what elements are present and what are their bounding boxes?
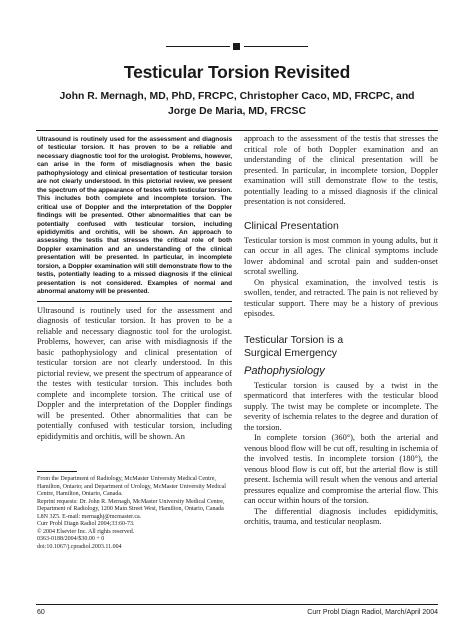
- footnote-reprint: Reprint requests: Dr. John R. Mernagh, McMaster University Medical Centre, Department of Radiology, 1200 Main Street West, Hamilton, Ontario, Canada L8N 3Z5. E-mail: mernaghj@mcmaster.ca.: [37, 498, 225, 520]
- surgical-heading: [244, 334, 438, 360]
- surgical-heading-line-1: Testicular Torsion is a: [244, 334, 344, 346]
- clinical-paragraph-2: On physical examination, the involved testis is swollen, tender, and retracted. The pain is not relieved by testicular support. There may be a history of previous episodes.: [244, 277, 438, 318]
- intro-paragraph: Ultrasound is routinely used for the assessment and diagnosis of testicular torsion. It has proven to be a reliable and necessary diagnostic tool for the urologist. Problems, however, can arise with misdiagnosis if the basic pathophysiology and clinical presentation of testicular torsion are not clearly understood. In this pictorial review, we present the spectrum of appearance of the testes with testicular torsion. This includes both complete and incomplete torsion. The critical use of Doppler and the interpretation of the Doppler findings will be presented. Other abnormalities that can be potentially confused with testicular torsion, including epididymitis and orchitis, will be shown. An: [37, 305, 232, 441]
- footer-divider: [36, 604, 438, 605]
- footnote-rule: [37, 471, 77, 472]
- authors-line-2: Jorge De Maria, MD, FRCSC: [168, 106, 306, 117]
- footnote-affiliation: From the Department of Radiology, McMaster University Medical Centre, Hamilton, Ontario; and Department of Urology, McMaster University Medical Centre, Hamilton, Ontario, Canada.: [37, 476, 226, 497]
- footnote: [37, 471, 232, 551]
- clinical-paragraph-1: Testicular torsion is most common in young adults, but it can occur in all ages. The clinical symptoms include lower abdominal and scrotal pain and sudden-onset scrotal swelling.: [244, 235, 438, 276]
- surgical-heading-line-2: Surgical Emergency: [244, 347, 337, 359]
- abstract: Ultrasound is routinely used for the assessment and diagnosis of testicular torsion. It has proven to be a reliable and necessary diagnostic tool for the urologist. Problems, however, can arise in the form of misdiagnosis when the basic pathophysiology and clinical presentation of testicular torsion are not clearly understood. In this pictorial review, we present the spectrum of the appearance of testes with testicular torsion. This includes both complete and incomplete torsion. The critical use of Doppler and the interpretation of the Doppler findings will be presented. Other abnormalities that can be potentially confused with testicular torsion, including epididymitis and orchitis, will be shown. An approach to assessing the testis that stresses the critical role of both Doppler examination and an understanding of the clinical presentation will be presented. In particular, in incomplete torsion, a Doppler examination will still demonstrate flow to the testis, potentially leading to a missed diagnosis if the clinical presentation is not considered. Examples of normal and abnormal anatomy will be presented.: [37, 136, 232, 296]
- ornament-square-icon: [233, 43, 240, 50]
- footnote-copyright: © 2004 Elsevier Inc. All rights reserved.: [37, 528, 135, 535]
- abstract-divider: [37, 301, 232, 302]
- authors-line-1: John R. Mernagh, MD, PhD, FRCPC, Christopher Caco, MD, FRCPC, and: [59, 91, 415, 102]
- journal-footer: Curr Probl Diagn Radiol, March/April 2004: [307, 609, 438, 616]
- header-divider: [36, 130, 438, 131]
- footnote-citation: Curr Probl Diagn Radiol 2004;33:60-73.: [37, 521, 135, 527]
- pathophysiology-paragraph-3: The differential diagnosis includes epididymitis, orchitis, trauma, and testicular neoplasm.: [244, 506, 438, 526]
- author-list: [40, 89, 434, 119]
- article-title: Testicular Torsion Revisited: [123, 62, 351, 82]
- intro-continued: approach to the assessment of the testis that stresses the critical role of both Doppler examination and an understanding of the clinical presentation will be presented. In particular, in incomplete torsion, Doppler examination will still demonstrate flow to the testis, potentially leading to a missed diagnosis if the clinical presentation is not considered.: [244, 134, 438, 206]
- footnote-doi: doi:10.1067/j.cpradiol.2003.11.004: [37, 543, 122, 550]
- page-number: 60: [37, 609, 45, 616]
- clinical-heading: Clinical Presentation: [244, 220, 339, 232]
- footnote-issn: 0363-0188/2004/$30.00 + 0: [37, 536, 105, 542]
- pathophysiology-paragraph-1: Testicular torsion is caused by a twist in the spermaticord that interferes with the testicular blood supply. The twist may be complete or incomplete. The severity of ischemia relates to the degree and duration of the torsion.: [244, 380, 438, 432]
- pathophysiology-subheading: Pathophysiology: [244, 364, 325, 377]
- title-ornament: [166, 44, 308, 50]
- right-column: [244, 134, 438, 528]
- pathophysiology-paragraph-2: In complete torsion (360°), both the arterial and venous blood flow will be cut off, resulting in ischemia of the involved testis. In incomplete torsion (180°), the venous blood flow is cut off, but the arterial flow is still present. Ischemia will result when the venous and arterial pressures equalize and compromise the arterial flow. This can occur within hours of the torsion.: [244, 433, 438, 505]
- left-column: [37, 136, 232, 442]
